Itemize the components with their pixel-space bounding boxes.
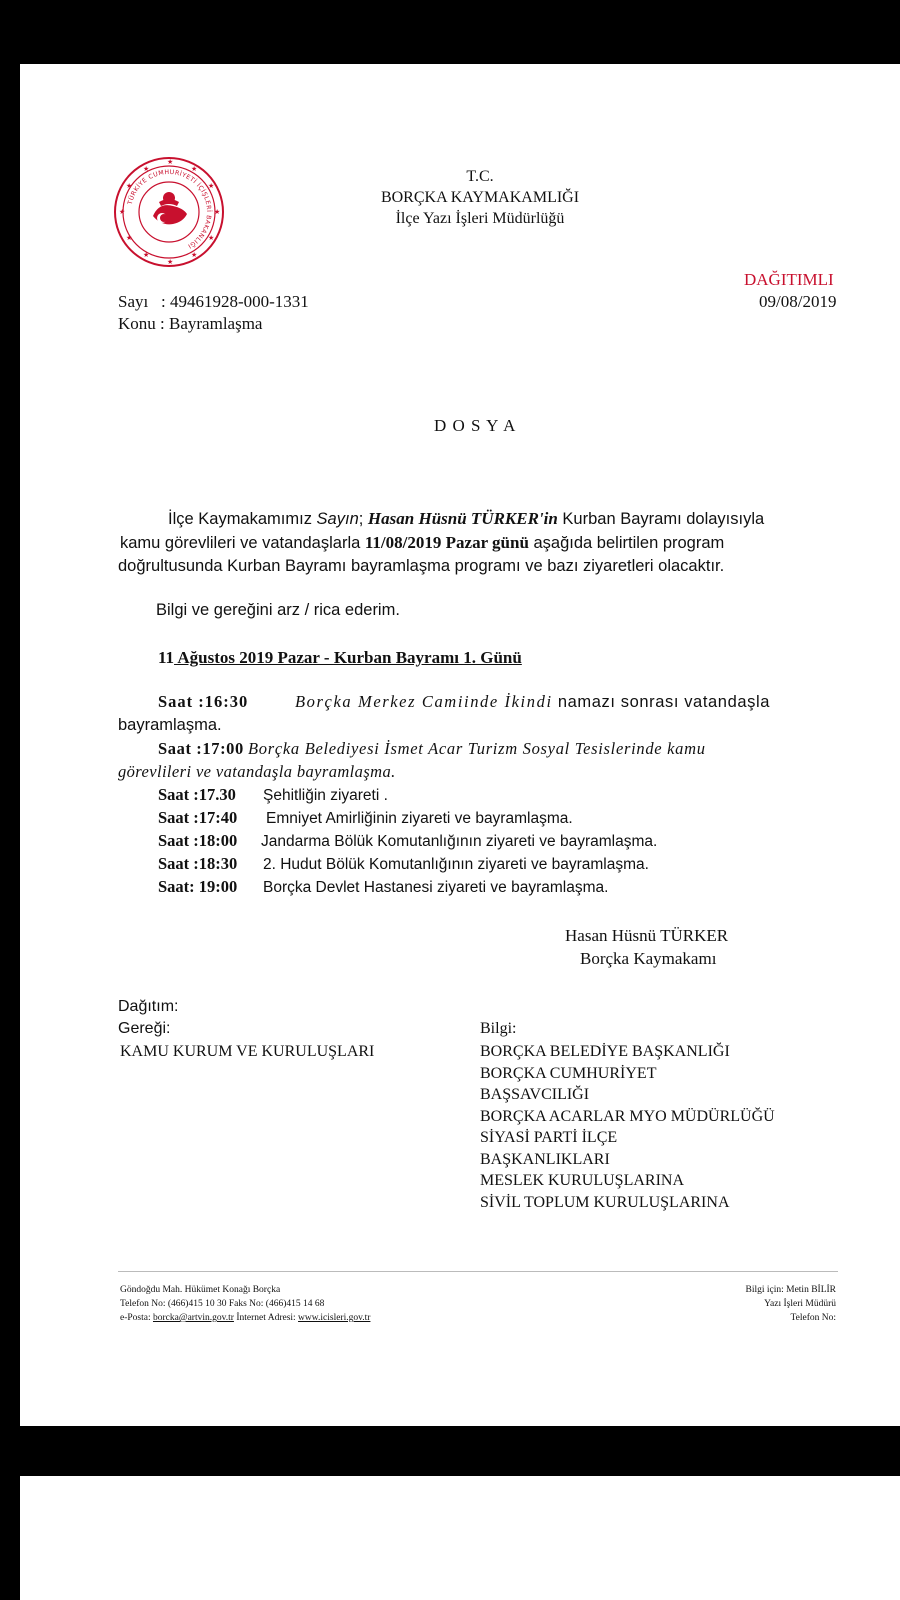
svg-text:TÜRKİYE CUMHURİYETİ İÇİŞLERİ B: TÜRKİYE CUMHURİYETİ İÇİŞLERİ BAKANLIĞI [126, 168, 213, 250]
footer-web-link[interactable]: www.icisleri.gov.tr [298, 1313, 371, 1323]
intro-line-2 [120, 532, 724, 554]
request-line: Bilgi ve gereğini arz / rica ederim. [156, 601, 400, 619]
footer-contact-line [120, 1311, 370, 1325]
distribution-label: Dağıtım: [118, 998, 179, 1015]
footer-contact-phone: Telefon No: [790, 1313, 836, 1323]
footer-email-label: e-Posta: [120, 1313, 153, 1323]
schedule-item [158, 808, 573, 828]
bilgi-item: BAŞSAVCILIĞI [480, 1086, 590, 1103]
footer-contact-title: Yazı İşleri Müdürü [764, 1299, 836, 1309]
intro-name: Hasan Hüsnü TÜRKER'in [367, 509, 558, 528]
svg-text:★: ★ [126, 182, 133, 190]
schedule-time: Saat :17:00 [158, 739, 244, 758]
geregi-label: Gereği: [118, 1020, 171, 1037]
svg-text:★: ★ [143, 165, 150, 173]
bilgi-item: SİVİL TOPLUM KURULUŞLARINA [480, 1193, 730, 1211]
intro-line-1 [168, 508, 764, 530]
bilgi-item: BORÇKA ACARLAR MYO MÜDÜRLÜĞÜ [480, 1107, 775, 1125]
file-label: D O S Y A [434, 416, 517, 435]
schedule-desc: Borçka Belediyesi İsmet Acar Turizm Sosyal Tesislerinde kamu [248, 739, 706, 758]
svg-text:★: ★ [143, 251, 150, 259]
bilgi-item: BAŞKANLIKLARI [480, 1150, 610, 1168]
schedule-item [158, 739, 706, 759]
distribution-mark: DAĞITIMLI [744, 270, 834, 289]
schedule-item [158, 692, 838, 712]
blank-area [20, 1476, 900, 1600]
signatory-title: Borçka Kaymakamı [580, 949, 717, 968]
schedule-item [158, 831, 657, 851]
konu-value: : Bayramlaşma [160, 314, 263, 333]
schedule-desc: Şehitliğin ziyareti . [263, 787, 388, 804]
schedule-time: Saat :17:40 [158, 808, 238, 827]
svg-text:★: ★ [126, 234, 133, 242]
footer-web-label: İnternet Adresi: [233, 1313, 299, 1323]
sayi-value: : 49461928-000-1331 [160, 292, 309, 311]
day-title [158, 648, 522, 668]
schedule-item [158, 785, 388, 805]
footer-phone: Telefon No: (466)415 10 30 Faks No: (466)415 14 68 [120, 1299, 325, 1309]
intro-text: kamu görevlileri ve vatandaşlarla [120, 534, 365, 552]
intro-sayin: Sayın [316, 510, 359, 528]
schedule-time: Saat :16:30 [158, 692, 249, 711]
schedule-time: Saat :18:00 [158, 831, 238, 850]
schedule-desc: Emniyet Amirliğinin ziyareti ve bayramlaşma. [266, 810, 573, 827]
document-page [20, 64, 900, 1426]
sayi-row [118, 292, 309, 312]
schedule-desc: 2. Hudut Bölük Komutanlığının ziyareti ve bayramlaşma. [263, 856, 649, 873]
intro-text: Kurban Bayramı dolayısıyla [557, 510, 765, 528]
bilgi-item: BORÇKA CUMHURİYET [480, 1064, 657, 1082]
schedule-desc: görevlileri ve vatandaşla bayramlaşma. [118, 762, 396, 781]
svg-text:★: ★ [191, 165, 198, 173]
schedule-desc: Jandarma Bölük Komutanlığının ziyareti ve bayramlaşma. [261, 833, 658, 850]
konu-label: Konu [118, 314, 156, 333]
schedule-item-continuation: bayramlaşma. [118, 716, 222, 734]
schedule-desc: namazı sonrası vatandaşla [552, 693, 771, 711]
schedule-time: Saat :17.30 [158, 785, 236, 804]
footer-left [120, 1283, 370, 1325]
svg-text:★: ★ [214, 208, 221, 216]
schedule-time: Saat :18:30 [158, 854, 238, 873]
svg-text:★: ★ [119, 208, 126, 216]
header-department: İlçe Yazı İşleri Müdürlüğü [395, 210, 565, 227]
bilgi-item: MESLEK KURULUŞLARINA [480, 1172, 684, 1189]
svg-text:★: ★ [208, 182, 215, 190]
schedule-desc: Borçka Devlet Hastanesi ziyareti ve bayramlaşma. [263, 879, 609, 896]
schedule-item [158, 877, 608, 897]
bilgi-item: SİYASİ PARTİ İLÇE [480, 1129, 618, 1146]
footer-contact-person: Bilgi için: Metin BİLİR [745, 1285, 836, 1295]
bilgi-item: BORÇKA BELEDİYE BAŞKANLIĞI [480, 1043, 730, 1060]
bilgi-label: Bilgi: [480, 1020, 517, 1037]
intro-text: İlçe Kaymakamımız [168, 510, 317, 528]
ministry-of-interior-seal-icon [113, 156, 225, 268]
intro-sep: ; [358, 510, 368, 528]
konu-row [118, 314, 262, 334]
bilgi-list [480, 1041, 775, 1213]
schedule-item [158, 854, 649, 874]
intro-line-3: doğrultusunda Kurban Bayramı bayramlaşma programı ve bazı ziyaretleri olacaktır. [118, 557, 725, 575]
footer-email-link[interactable]: borcka@artvin.gov.tr [152, 1313, 234, 1323]
svg-text:★: ★ [208, 234, 215, 242]
schedule-item-continuation [118, 762, 396, 782]
footer-address: Göndoğdu Mah. Hükümet Konağı Borçka [120, 1285, 281, 1295]
schedule-time: Saat: 19:00 [158, 877, 238, 896]
intro-date: 11/08/2019 Pazar günü [364, 533, 529, 552]
header-tc: T.C. [466, 168, 494, 185]
document-date: 09/08/2019 [759, 292, 837, 311]
institution-header [365, 166, 595, 229]
svg-text:★: ★ [191, 251, 198, 259]
geregi-item: KAMU KURUM VE KURULUŞLARI [120, 1043, 375, 1060]
day-title-number: 11 [158, 648, 175, 667]
signatory-name: Hasan Hüsnü TÜRKER [565, 926, 729, 945]
intro-text: aşağıda belirtilen program [528, 534, 725, 552]
footer-divider [118, 1271, 838, 1272]
sayi-label: Sayı [118, 292, 149, 311]
footer-right [745, 1283, 836, 1325]
schedule-desc: Borçka Merkez Camiinde İkindi [295, 692, 553, 711]
svg-text:★: ★ [167, 158, 174, 166]
day-title-text: Ağustos 2019 Pazar - Kurban Bayramı 1. Günü [174, 648, 522, 667]
header-kaymakamlik: BORÇKA KAYMAKAMLIĞI [380, 189, 580, 206]
svg-text:★: ★ [167, 258, 174, 266]
